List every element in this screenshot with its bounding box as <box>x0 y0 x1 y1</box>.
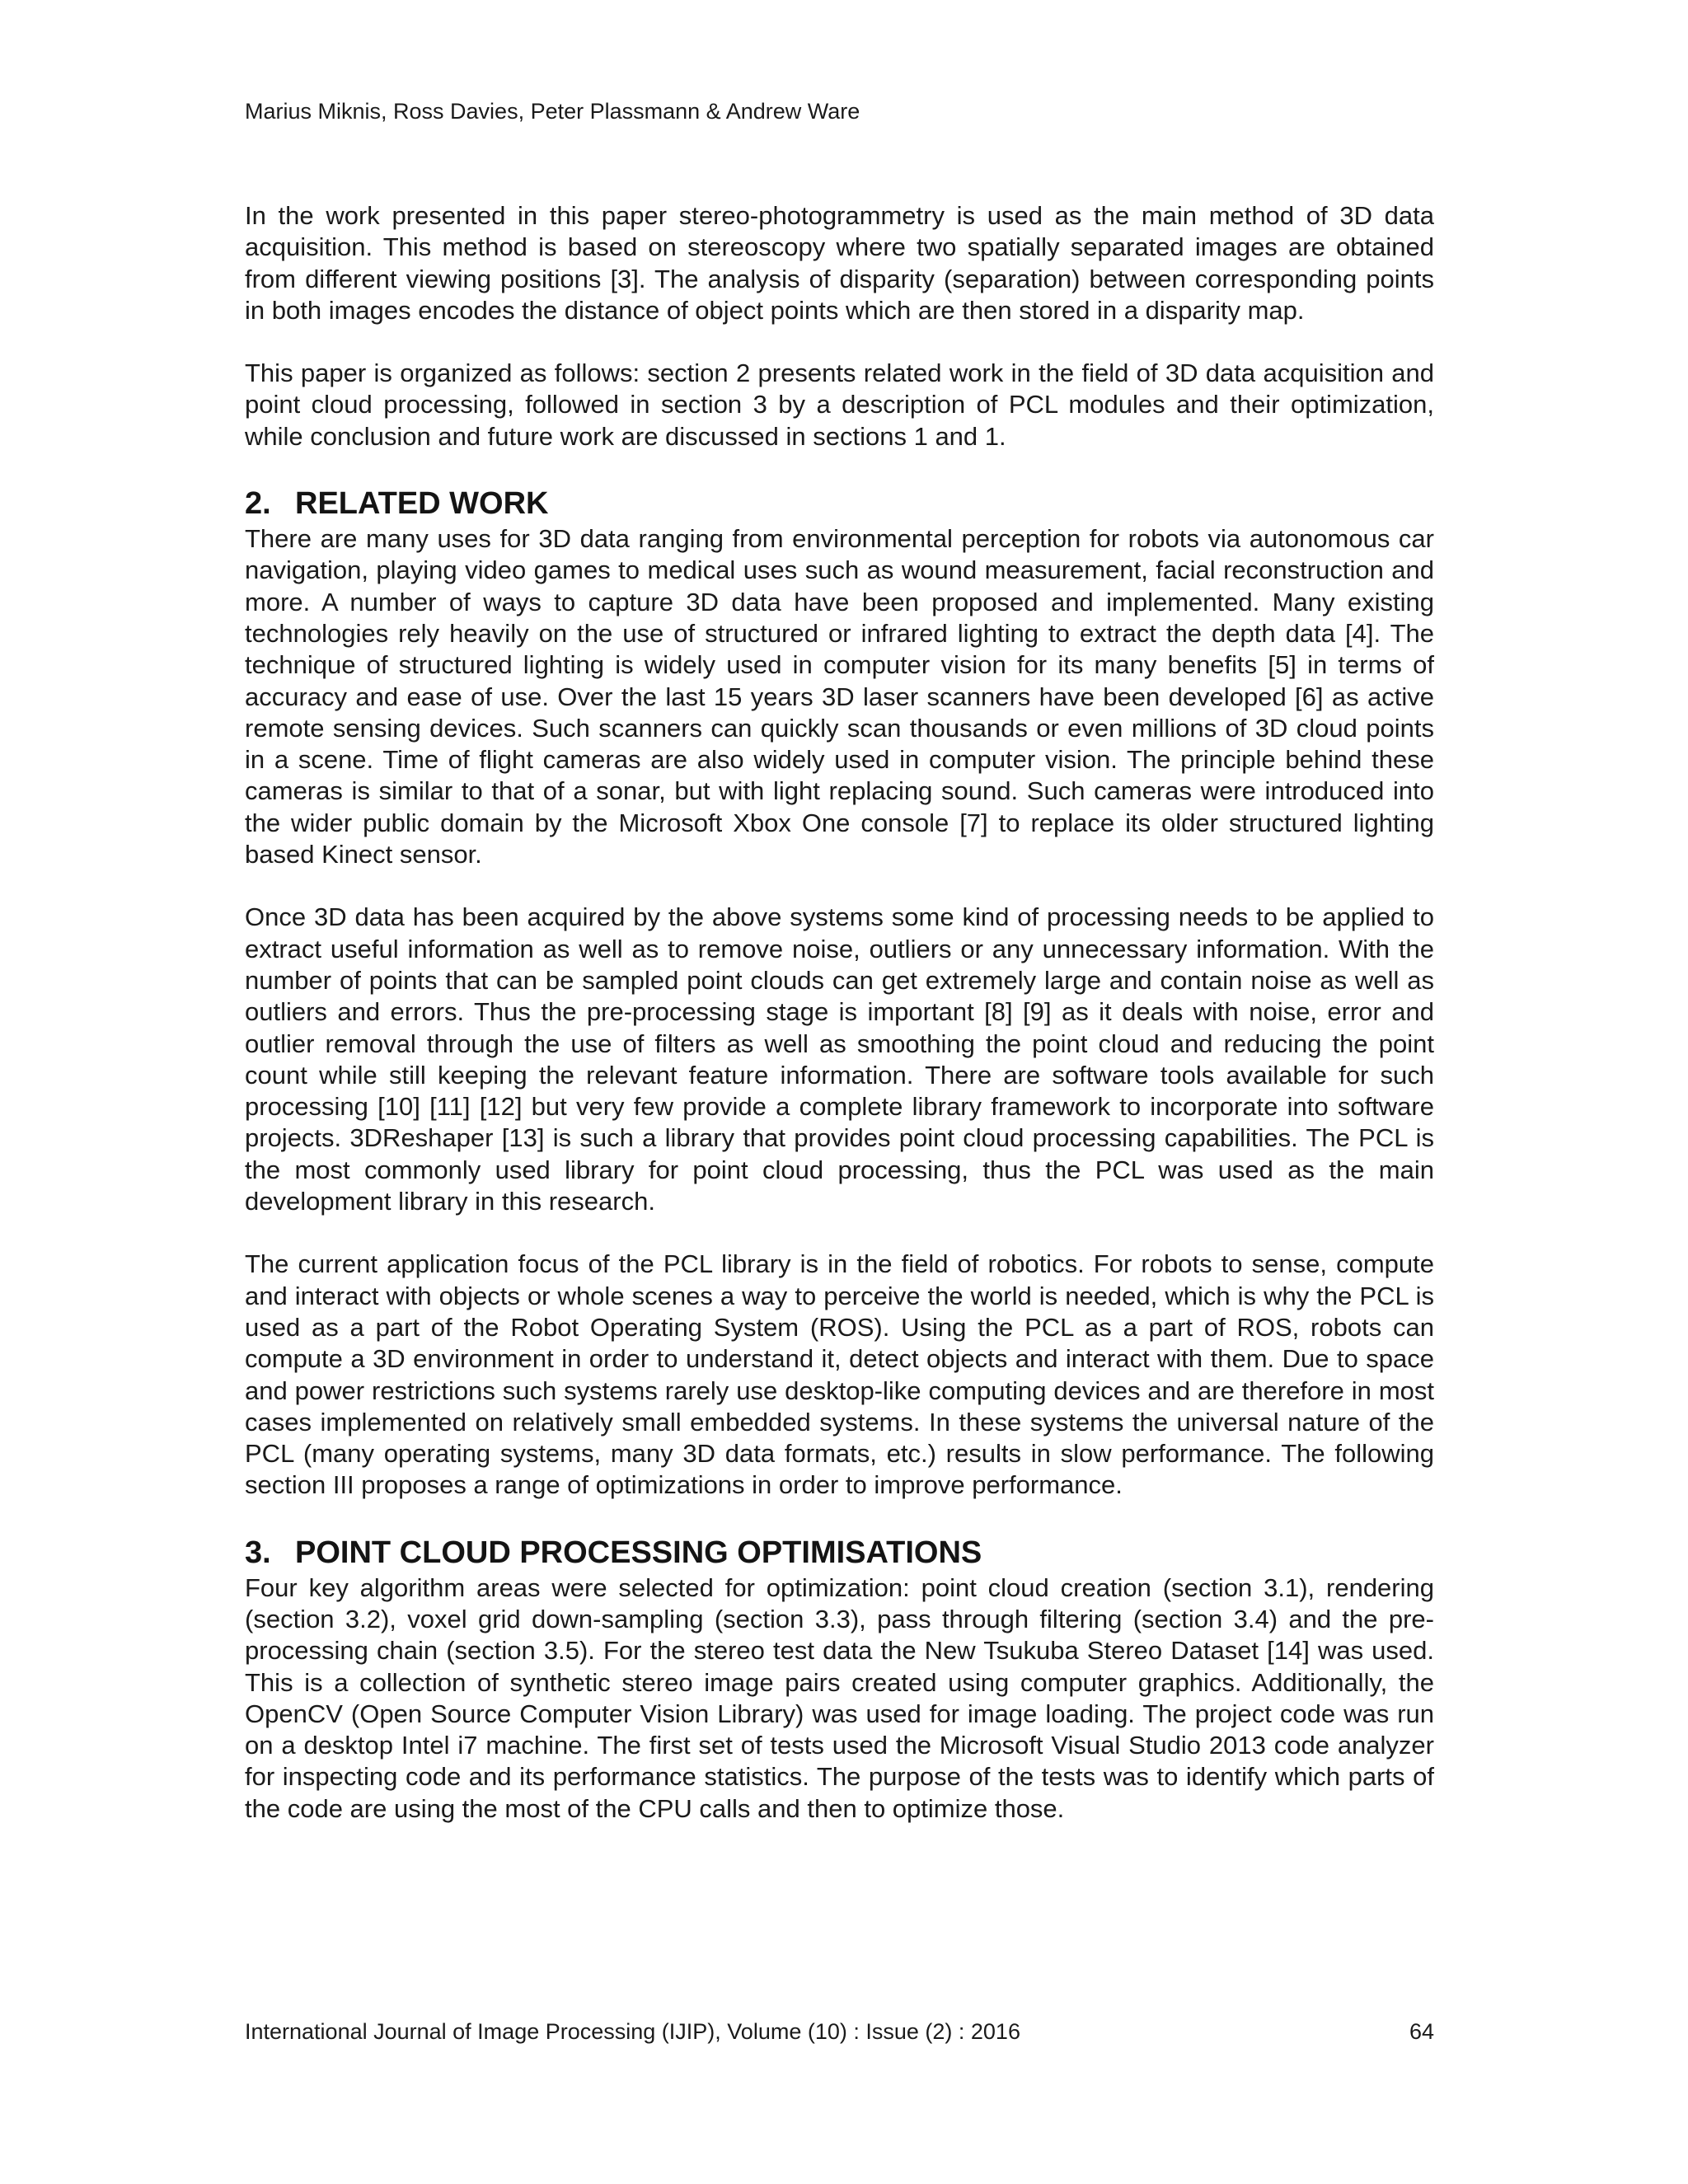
body-text <box>245 200 1434 1825</box>
intro-paragraph-1: In the work presented in this paper stereo-photogrammetry is used as the main method of 3D data acquisition. This method is based on stereoscopy where two spatially separated images are obtained from different viewing positions [3]. The analysis of disparity (separation) between corresponding points in both images encodes the distance of object points which are then stored in a disparity map. <box>245 201 1434 325</box>
section-2-number: 2. <box>245 486 271 522</box>
section-2-paragraph-2: Once 3D data has been acquired by the above systems some kind of processing needs to be applied to extract useful information as well as to remove noise, outliers or any unnecessary information. With the number of points that can be sampled point clouds can get extremely large and contain noise as well as outliers and errors. Thus the pre-processing stage is important [8] [9] as it deals with noise, error and outlier removal through the use of filters as well as smoothing the point cloud and reducing the point count while still keeping the relevant feature information. There are software tools available for such processing [10] [11] [12] but very few provide a complete library framework to incorporate into software projects. 3DReshaper [13] is such a library that provides point cloud processing capabilities. The PCL is the most commonly used library for point cloud processing, thus the PCL was used as the main development library in this research. <box>245 902 1434 1216</box>
section-3-heading <box>245 1533 1434 1572</box>
intro-paragraph-2: This paper is organized as follows: section 2 presents related work in the field of 3D data acquisition and point cloud processing, followed in section 3 by a description of PCL modules and their optimization, while conclusion and future work are discussed in sections 1 and 1. <box>245 359 1434 451</box>
section-2-heading <box>245 484 1434 523</box>
page-footer <box>245 2018 1434 2046</box>
journal-citation: International Journal of Image Processing (IJIP), Volume (10) : Issue (2) : 2016 <box>245 2019 1020 2044</box>
section-3-number: 3. <box>245 1535 271 1570</box>
section-3-title: POINT CLOUD PROCESSING OPTIMISATIONS <box>295 1535 982 1570</box>
section-2-paragraph-1: There are many uses for 3D data ranging from environmental perception for robots via autonomous car navigation, playing video games to medical uses such as wound measurement, facial reconstruction and more. A number of ways to capture 3D data have been proposed and implemented. Many existing technologies rely heavily on the use of structured or infrared lighting to extract the depth data [4]. The technique of structured lighting is widely used in computer vision for its many benefits [5] in terms of accuracy and ease of use. Over the last 15 years 3D laser scanners have been developed [6] as active remote sensing devices. Such scanners can quickly scan thousands or even millions of 3D cloud points in a scene. Time of flight cameras are also widely used in computer vision. The principle behind these cameras is similar to that of a sonar, but with light replacing sound. Such cameras were introduced into the wider public domain by the Microsoft Xbox One console [7] to replace its older structured lighting based Kinect sensor. <box>245 524 1434 869</box>
running-head-authors: Marius Miknis, Ross Davies, Peter Plassmann & Andrew Ware <box>245 99 860 124</box>
page-number: 64 <box>1409 2019 1434 2044</box>
section-2-paragraph-3: The current application focus of the PCL library is in the field of robotics. For robots to sense, compute and interact with objects or whole scenes a way to perceive the world is needed, which is why the PCL is used as a part of the Robot Operating System (ROS). Using the PCL as a part of ROS, robots can compute a 3D environment in order to understand it, detect objects and interact with them. Due to space and power restrictions such systems rarely use desktop-like computing devices and are therefore in most cases implemented on relatively small embedded systems. In these systems the universal nature of the PCL (many operating systems, many 3D data formats, etc.) results in slow performance. The following section III proposes a range of optimizations in order to improve performance. <box>245 1249 1434 1500</box>
section-2-title: RELATED WORK <box>295 486 549 522</box>
section-3-paragraph-1: Four key algorithm areas were selected for optimization: point cloud creation (section 3.1), rendering (section 3.2), voxel grid down-sampling (section 3.3), pass through filtering (section 3.4) and the pre-processing chain (section 3.5). For the stereo test data the New Tsukuba Stereo Dataset [14] was used. This is a collection of synthetic stereo image pairs created using computer graphics. Additionally, the OpenCV (Open Source Computer Vision Library) was used for image loading. The project code was run on a desktop Intel i7 machine. The first set of tests used the Microsoft Visual Studio 2013 code analyzer for inspecting code and its performance statistics. The purpose of the tests was to identify which parts of the code are using the most of the CPU calls and then to optimize those. <box>245 1572 1434 1823</box>
